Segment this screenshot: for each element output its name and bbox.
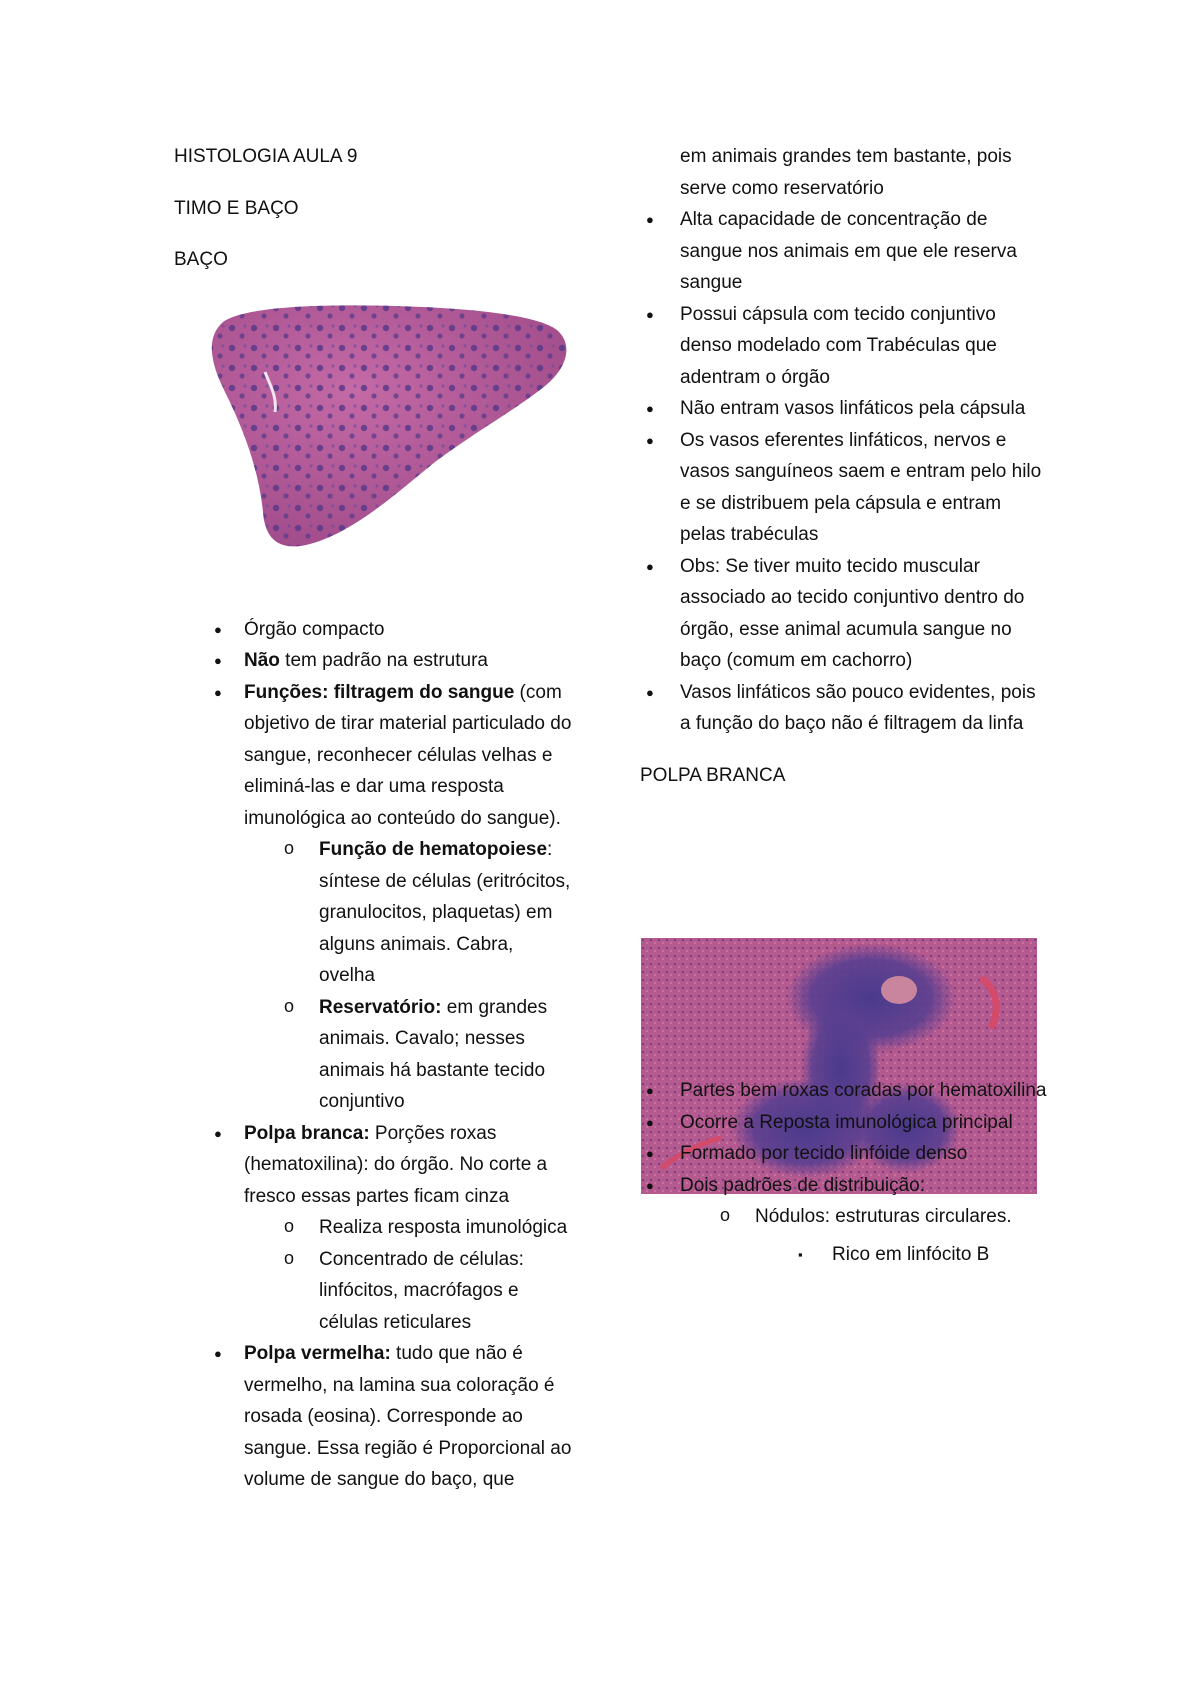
list-item: ▪ Rico em linfócito B	[640, 1239, 1050, 1271]
list-item: o Nódulos: estruturas circulares.	[640, 1201, 1050, 1233]
list-item: ● Dois padrões de distribuição:	[640, 1170, 1050, 1202]
list-item: ● Funções: filtragem do sangue (com objetivo de tirar material particulado do sangue, reconhecer células velhas e eliminá-las e dar uma resposta imunológica ao conteúdo do sangue).	[174, 677, 574, 835]
list-item: o Reservatório: em grandes animais. Cavalo; nesses animais há bastante tecido conjuntivo	[174, 992, 574, 1118]
list-item: ● Obs: Se tiver muito tecido muscular associado ao tecido conjuntivo dentro do órgão, esse animal acumula sangue no baço (comum em cachorro)	[640, 551, 1050, 677]
polpa-branca-heading: POLPA BRANCA	[640, 764, 786, 786]
list-item: ● Alta capacidade de concentração de sangue nos animais em que ele reserva sangue	[640, 204, 1050, 299]
polpa-branca-list	[640, 1075, 1050, 1270]
left-column	[174, 141, 574, 1496]
list-item: ● Não entram vasos linfáticos pela cápsula	[640, 393, 1050, 425]
list-item: ● Polpa vermelha: tudo que não é vermelho, na lamina sua coloração é rosada (eosina). Corresponde ao sangue. Essa região é Proporcional ao volume de sangue do baço, que	[174, 1338, 574, 1496]
list-item: ● Órgão compacto	[174, 614, 574, 646]
list-item: ● Não tem padrão na estrutura	[174, 645, 574, 677]
list-item: o Realiza resposta imunológica	[174, 1212, 574, 1244]
spleen-list-continued	[640, 204, 1050, 740]
list-item: o Concentrado de células: linfócitos, macrófagos e células reticulares	[174, 1244, 574, 1339]
continued-text: em animais grandes tem bastante, pois serve como reservatório	[680, 146, 1012, 199]
list-item: ● Formado por tecido linfóide denso	[640, 1138, 1050, 1170]
list-item: ● Ocorre a Reposta imunológica principal	[640, 1107, 1050, 1139]
list-item: ● Os vasos eferentes linfáticos, nervos e vasos sanguíneos saem e entram pelo hilo e se distribuem pela cápsula e entram pelas trabéculas	[640, 425, 1050, 551]
list-item: ● Vasos linfáticos são pouco evidentes, pois a função do baço não é filtragem da linfa	[640, 677, 1050, 740]
section-heading: BAÇO	[174, 249, 228, 270]
spleen-list	[174, 614, 574, 1496]
right-column	[640, 141, 1050, 1270]
list-item: o Função de hematopoiese: síntese de células (eritrócitos, granulocitos, plaquetas) em alguns animais. Cabra, ovelha	[174, 834, 574, 992]
list-item: ● Polpa branca: Porções roxas (hematoxilina): do órgão. No corte a fresco essas partes ficam cinza	[174, 1118, 574, 1213]
page-title: HISTOLOGIA AULA 9	[174, 146, 358, 167]
page-subtitle: TIMO E BAÇO	[174, 197, 299, 219]
list-item: ● Possui cápsula com tecido conjuntivo denso modelado com Trabéculas que adentram o órgão	[640, 299, 1050, 394]
list-item: ● Partes bem roxas coradas por hematoxilina	[640, 1075, 1050, 1107]
